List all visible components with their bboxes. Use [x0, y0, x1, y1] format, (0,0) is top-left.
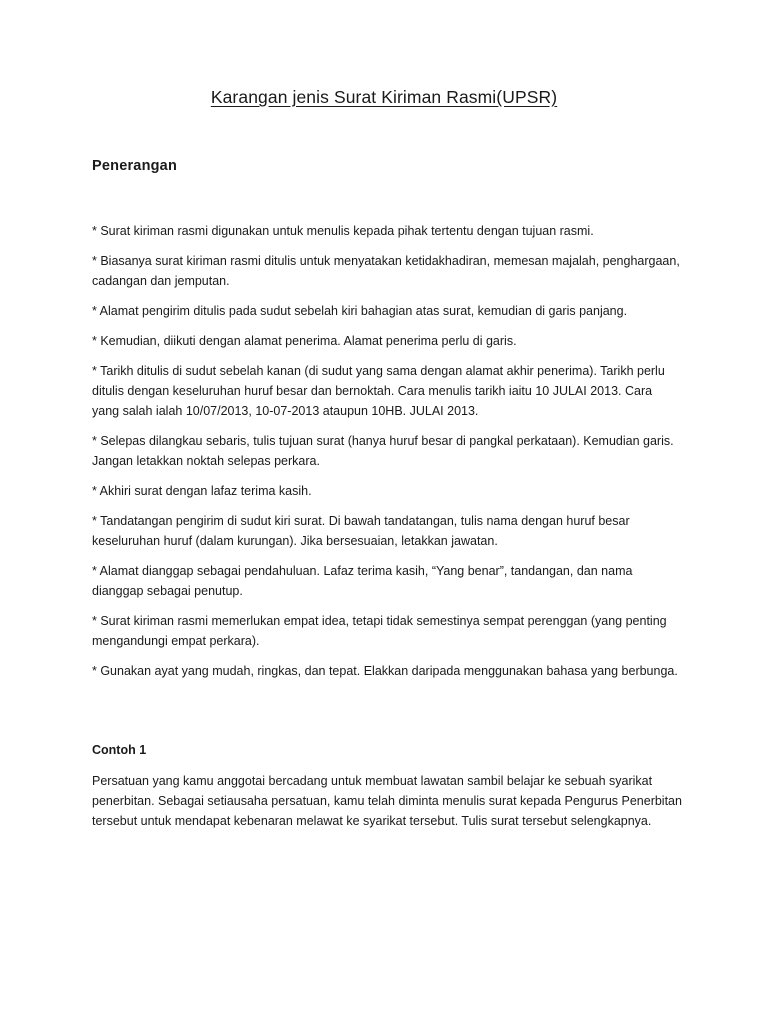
explanation-item: * Selepas dilangkau sebaris, tulis tujuan surat (hanya huruf besar di pangkal perkataan). Kemudian garis. Jangan letakkan noktah selepas perkara. [92, 434, 674, 468]
explanation-item: * Alamat dianggap sebagai pendahuluan. Lafaz terima kasih, “Yang benar”, tandangan, dan nama dianggap sebagai penutup. [92, 564, 633, 598]
example-paragraph: Persatuan yang kamu anggotai bercadang untuk membuat lawatan sambil belajar ke sebuah syarikat penerbitan. Sebagai setiausaha persatuan, kamu telah diminta menulis surat kepada Pengurus Penerbitan tersebut untuk mendapat kebenaran melawat ke syarikat tersebut. Tulis surat tersebut selengkapnya. [92, 774, 682, 828]
explanation-list [92, 221, 682, 691]
explanation-item: * Surat kiriman rasmi memerlukan empat idea, tetapi tidak semestinya sempat perenggan (yang penting mengandungi empat perkara). [92, 614, 667, 648]
example-heading: Contoh 1 [92, 743, 147, 757]
explanation-item: * Tarikh ditulis di sudut sebelah kanan (di sudut yang sama dengan alamat akhir penerima). Tarikh perlu ditulis dengan keseluruhan huruf besar dan bernoktah. Cara menulis tarikh iaitu 10 JULAI 2013. Cara yang salah ialah 10/07/2013, 10-07-2013 ataupun 10HB. JULAI 2013. [92, 364, 665, 418]
explanation-item: * Gunakan ayat yang mudah, ringkas, dan tepat. Elakkan daripada menggunakan bahasa yang berbunga. [92, 664, 678, 678]
explanation-item: * Tandatangan pengirim di sudut kiri surat. Di bawah tandatangan, tulis nama dengan huruf besar keseluruhan huruf (dalam kurungan). Jika bersesuaian, letakkan jawatan. [92, 514, 630, 548]
document-title: Karangan jenis Surat Kiriman Rasmi(UPSR) [210, 87, 558, 107]
explanation-item: * Kemudian, diikuti dengan alamat penerima. Alamat penerima perlu di garis. [92, 334, 517, 348]
section-heading: Penerangan [92, 158, 177, 174]
explanation-item: * Biasanya surat kiriman rasmi ditulis untuk menyatakan ketidakhadiran, memesan majalah, penghargaan, cadangan dan jemputan. [92, 254, 680, 288]
explanation-item: * Akhiri surat dengan lafaz terima kasih. [92, 484, 312, 498]
explanation-item: * Alamat pengirim ditulis pada sudut sebelah kiri bahagian atas surat, kemudian di garis panjang. [92, 304, 628, 318]
explanation-item: * Surat kiriman rasmi digunakan untuk menulis kepada pihak tertentu dengan tujuan rasmi. [92, 224, 594, 238]
